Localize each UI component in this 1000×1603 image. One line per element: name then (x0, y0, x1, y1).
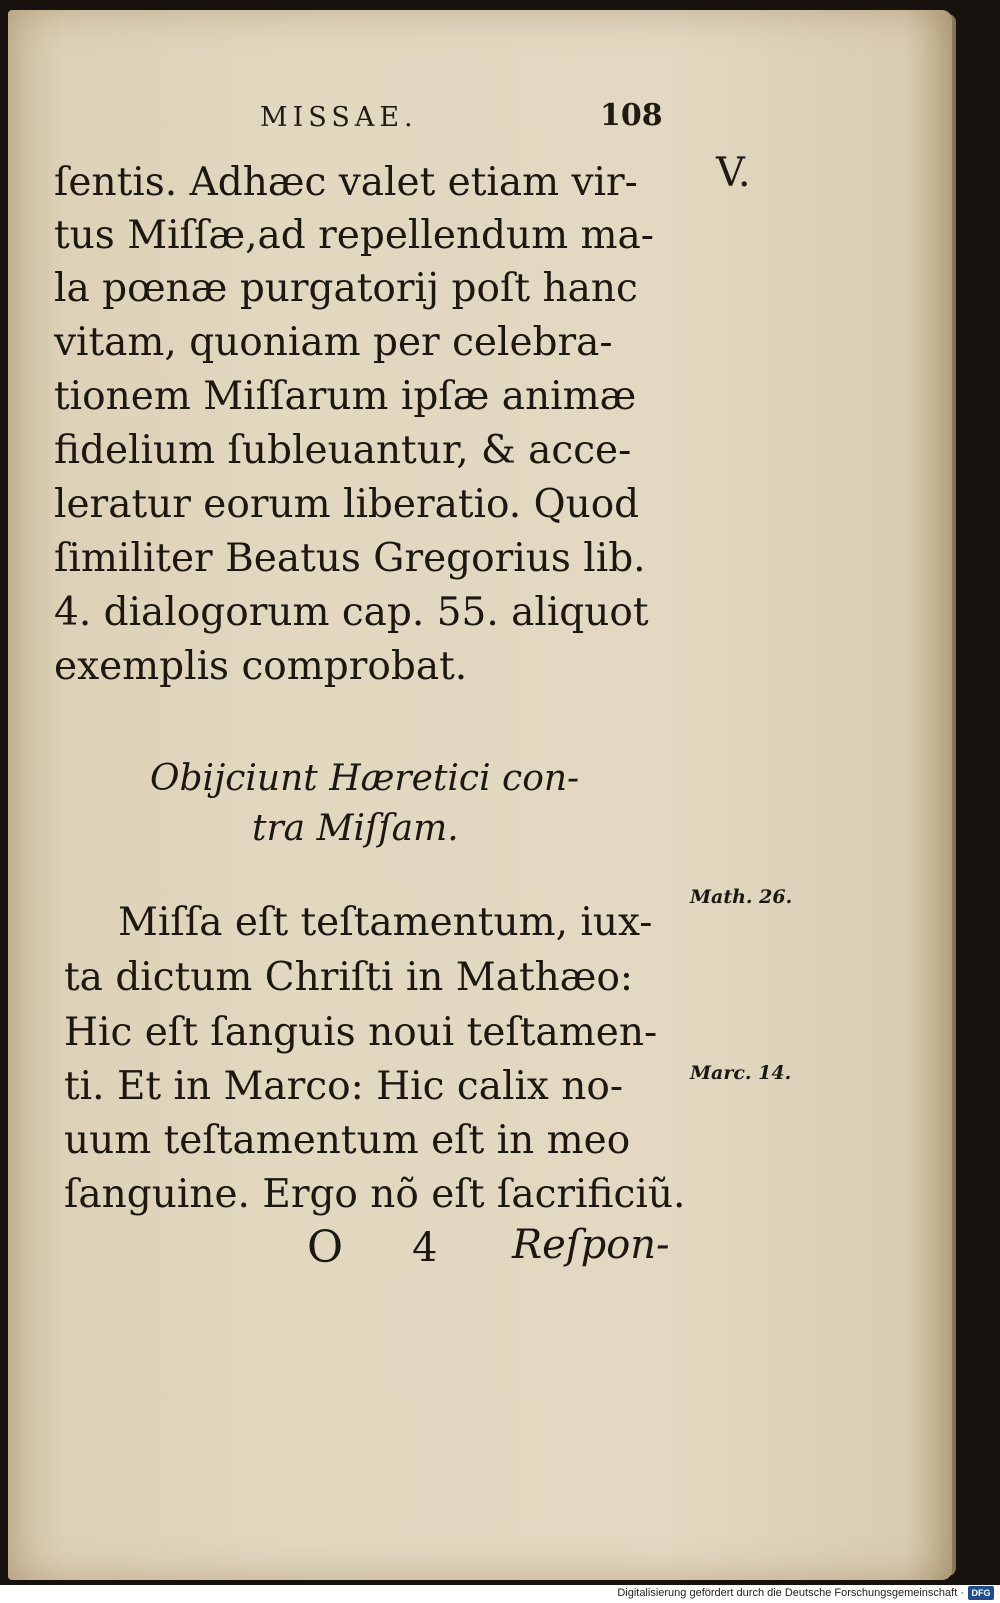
signature-mark: O (307, 1222, 344, 1273)
section-marker: V. (716, 150, 751, 196)
margin-note-marc: Marc. 14. (690, 1062, 792, 1084)
body-line: la pœnæ purgatorij poſt hanc (54, 266, 638, 311)
funding-credit: Digitalisierung gefördert durch die Deutsche Forschungsgemeinschaft · (617, 1587, 964, 1599)
running-header: MISSAE. (260, 102, 418, 133)
body-line: vitam, quoniam per celebra- (54, 320, 613, 365)
body-line: tus Miſſæ,ad repellendum ma- (54, 213, 654, 258)
objection-line: uum teſtamentum eſt in meo (64, 1118, 631, 1163)
catchword: Reſpon- (512, 1222, 670, 1268)
objection-line: ta dictum Chriſti in Mathæo: (64, 955, 634, 1000)
body-line: ſimiliter Beatus Gregorius lib. (54, 536, 646, 581)
section-heading-line-1: Obijciunt Hæretici con- (150, 758, 580, 799)
body-line: tionem Miſſarum ipſæ animæ (54, 374, 637, 419)
objection-line: Hic eſt ſanguis noui teſtamen- (64, 1010, 658, 1055)
objection-line: ſanguine. Ergo nõ eſt ſacrificiũ. (64, 1172, 686, 1217)
body-line: exemplis comprobat. (54, 644, 468, 689)
dfg-logo-icon: DFG (968, 1586, 994, 1600)
body-line: 4. dialogorum cap. 55. aliquot (54, 590, 649, 635)
margin-note-math: Math. 26. (690, 886, 793, 908)
objection-line: ti. Et in Marco: Hic calix no- (64, 1064, 624, 1109)
section-heading-line-2: tra Miſſam. (252, 808, 459, 849)
body-line: leratur eorum liberatio. Quod (54, 482, 640, 527)
signature-number: 4 (412, 1225, 438, 1271)
objection-line: Miſſa eſt teſtamentum, iux- (118, 900, 653, 945)
page-number: 108 (600, 98, 663, 133)
body-line: ſentis. Adhæc valet etiam vir- (54, 160, 638, 205)
body-line: fidelium ſubleuantur, & acce- (54, 428, 632, 473)
